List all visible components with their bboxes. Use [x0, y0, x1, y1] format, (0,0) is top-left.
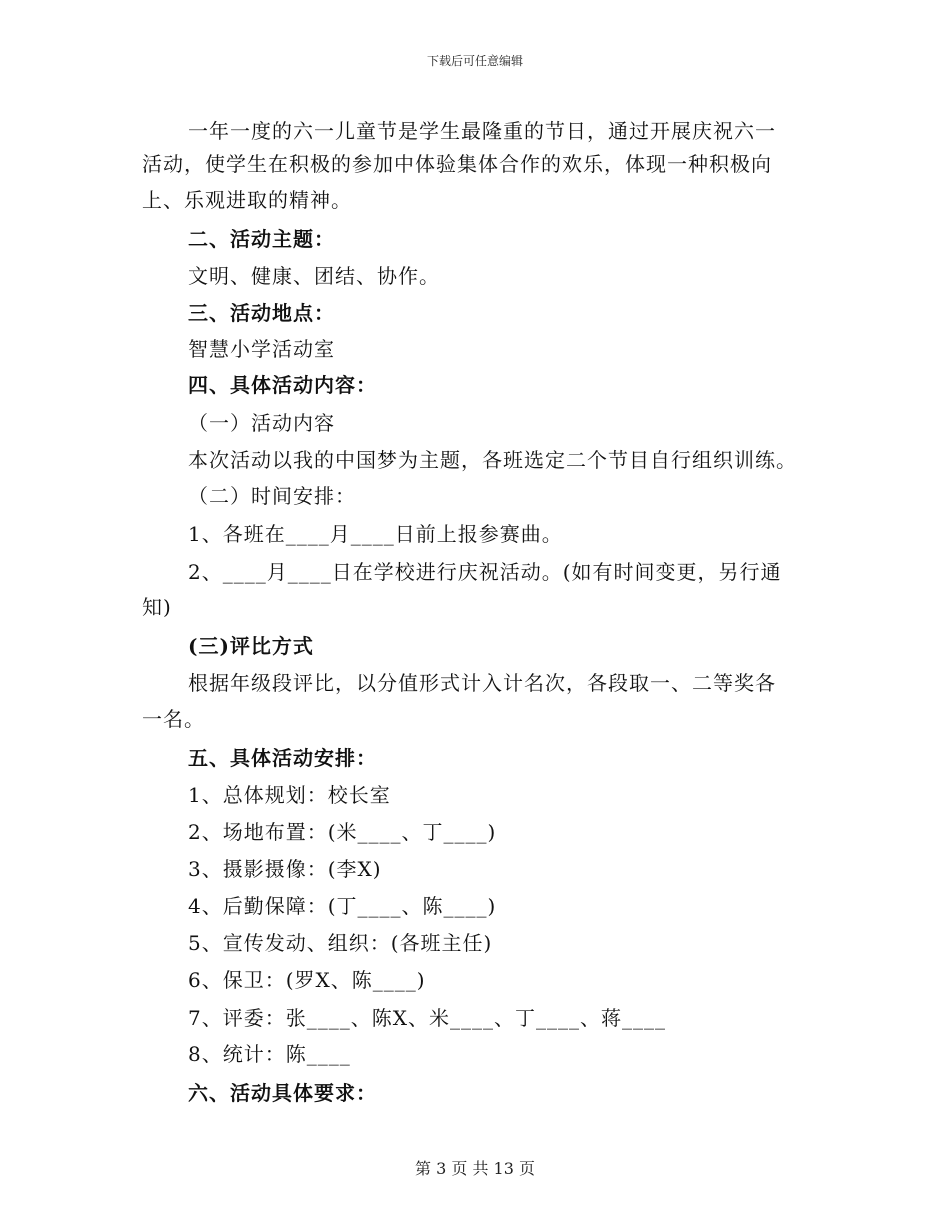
schedule-item-2-line-2: 知): [142, 595, 172, 619]
subheading-evaluation: (三)评比方式: [188, 634, 314, 658]
subheading-schedule: （二）时间安排：: [188, 484, 356, 508]
arrangement-item-3: 3、摄影摄像：(李X): [188, 857, 382, 881]
arrangement-item-6: 6、保卫：(罗X、陈____): [188, 968, 426, 992]
subheading-activity-content: （一）活动内容: [188, 411, 335, 435]
section-heading-arrangement: 五、具体活动安排：: [188, 746, 377, 770]
section-heading-theme: 二、活动主题：: [188, 227, 335, 251]
section-heading-requirements: 六、活动具体要求：: [188, 1081, 377, 1105]
location-text: 智慧小学活动室: [188, 337, 335, 361]
arrangement-item-8: 8、统计：陈____: [188, 1042, 351, 1066]
section-heading-location: 三、活动地点：: [188, 301, 335, 325]
evaluation-text-line-2: 一名。: [142, 707, 205, 731]
theme-text: 文明、健康、团结、协作。: [188, 264, 440, 288]
arrangement-item-5: 5、宣传发动、组织：(各班主任): [188, 931, 493, 955]
schedule-item-2-line-1: 2、____月____日在学校进行庆祝活动。(如有时间变更，另行通: [188, 560, 782, 584]
arrangement-item-4: 4、后勤保障：(丁____、陈____): [188, 894, 497, 918]
section-heading-content: 四、具体活动内容：: [188, 373, 377, 397]
intro-paragraph-line-2: 活动，使学生在积极的参加中体验集体合作的欢乐，体现一种积极向: [142, 152, 772, 176]
arrangement-item-2: 2、场地布置：(米____、丁____): [188, 820, 497, 844]
arrangement-item-7: 7、评委：张____、陈X、米____、丁____、蒋____: [188, 1006, 666, 1030]
activity-content-text: 本次活动以我的中国梦为主题，各班选定二个节目自行组织训练。: [188, 448, 797, 472]
evaluation-text-line-1: 根据年级段评比，以分值形式计入计名次，各段取一、二等奖各: [188, 671, 776, 695]
schedule-item-1: 1、各班在____月____日前上报参赛曲。: [188, 522, 563, 546]
intro-paragraph-line-3: 上、乐观进取的精神。: [142, 188, 352, 212]
intro-paragraph-line-1: 一年一度的六一儿童节是学生最隆重的节日，通过开展庆祝六一: [188, 119, 776, 143]
page-footer: 第 3 页 共 13 页: [415, 1159, 535, 1178]
page-header: 下载后可任意编辑: [426, 54, 523, 68]
arrangement-item-1: 1、总体规划：校长室: [188, 783, 391, 807]
